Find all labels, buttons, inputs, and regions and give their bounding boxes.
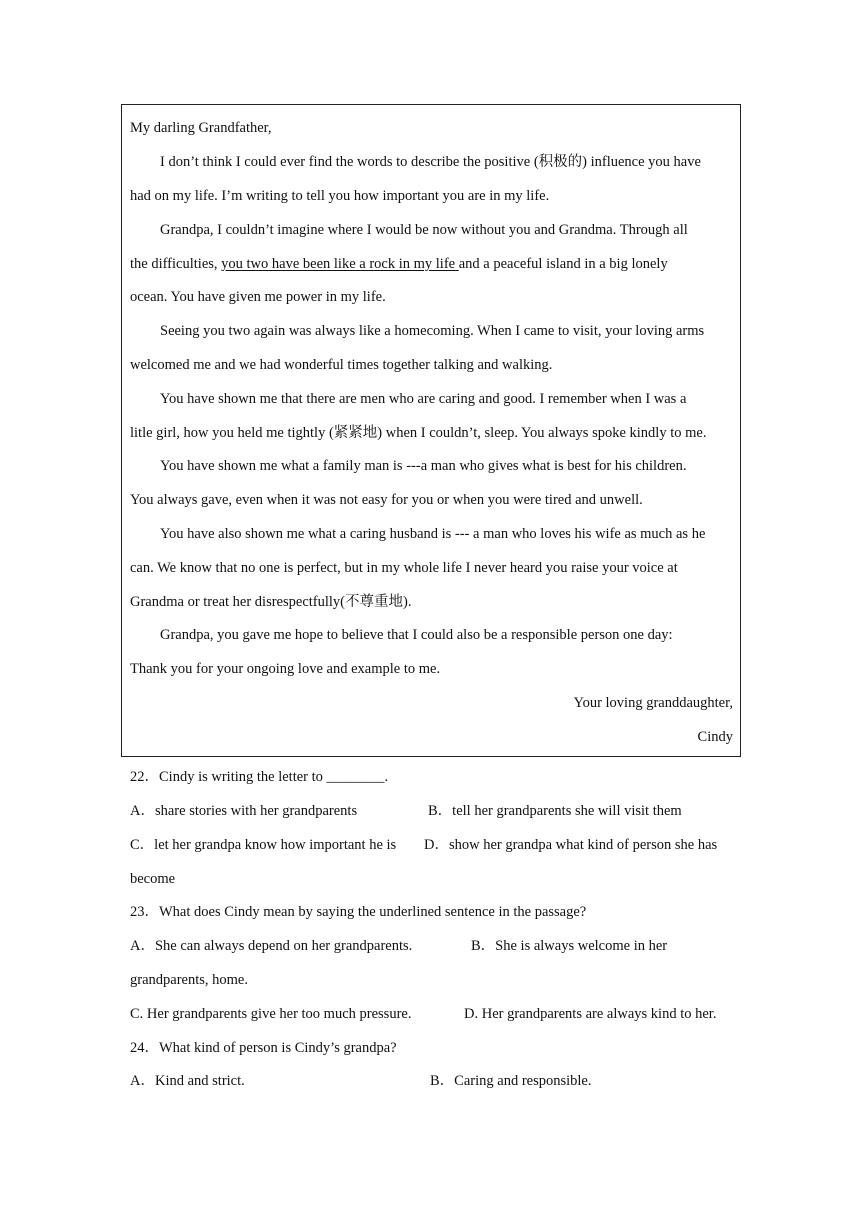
letter-line: can. We know that no one is perfect, but in my whole life I never heard you raise your voice at (130, 560, 678, 576)
question-22-option-d: D．show her grandpa what kind of person she has (424, 837, 718, 853)
question-22-option-a: A．share stories with her grandparents (130, 803, 358, 819)
question-23-option-a: A．She can always depend on her grandparents. (130, 938, 413, 954)
letter-line: You always gave, even when it was not easy for you or when you were tired and unwell. (130, 492, 643, 508)
letter-text: the difficulties, (130, 256, 222, 272)
question-23-option-d: D. Her grandparents are always kind to her. (464, 1006, 717, 1022)
letter-signature: Cindy (697, 729, 733, 745)
underlined-sentence: you two have been like a rock in my life (221, 256, 459, 272)
question-23-option-c: C. Her grandparents give her too much pressure. (130, 1006, 412, 1022)
letter-line: Seeing you two again was always like a homecoming. When I came to visit, your loving arms (160, 323, 705, 339)
letter-line: had on my life. I’m writing to tell you how important you are in my life. (130, 188, 550, 204)
letter-line: ocean. You have given me power in my life. (130, 289, 386, 305)
letter-line: Grandpa, I couldn’t imagine where I would be now without you and Grandma. Through all (160, 222, 688, 238)
question-23-option-b: B．She is always welcome in her (471, 938, 668, 954)
letter-text: and a peaceful island in a big lonely (458, 256, 668, 272)
question-22-option-d-continued: become (130, 871, 176, 887)
question-23-stem: 23．What does Cindy mean by saying the underlined sentence in the passage? (130, 904, 587, 920)
question-24-option-a: A．Kind and strict. (130, 1073, 245, 1089)
letter-line: You have shown me what a family man is ---a man who gives what is best for his children. (160, 458, 687, 474)
question-23-option-b-continued: grandparents, home. (130, 972, 248, 988)
question-22-stem: 22．Cindy is writing the letter to ________. (130, 769, 389, 785)
letter-salutation: My darling Grandfather, (130, 120, 272, 136)
letter-line: Grandma or treat her disrespectfully(不尊重地). (130, 594, 412, 610)
letter-line: You have also shown me what a caring husband is --- a man who loves his wife as much as he (160, 526, 706, 542)
letter-line: Thank you for your ongoing love and example to me. (130, 661, 441, 677)
letter-line: You have shown me that there are men who are caring and good. I remember when I was a (160, 391, 687, 407)
letter-line: I don’t think I could ever find the words to describe the positive (积极的) influence you have (160, 154, 701, 170)
question-24-stem: 24．What kind of person is Cindy’s grandpa? (130, 1040, 397, 1056)
letter-closing: Your loving granddaughter, (573, 695, 733, 711)
letter-line: Grandpa, you gave me hope to believe that I could also be a responsible person one day: (160, 627, 673, 643)
question-22-option-b: B．tell her grandparents she will visit them (428, 803, 682, 819)
question-24-option-b: B．Caring and responsible. (430, 1073, 592, 1089)
letter-line: welcomed me and we had wonderful times together talking and walking. (130, 357, 553, 373)
letter-line-underlined-sentence (130, 255, 668, 273)
question-22-option-c: C．let her grandpa know how important he is (130, 837, 397, 853)
letter-line: litle girl, how you held me tightly (紧紧地) when I couldn’t, sleep. You always spoke kindly to me. (130, 425, 707, 441)
